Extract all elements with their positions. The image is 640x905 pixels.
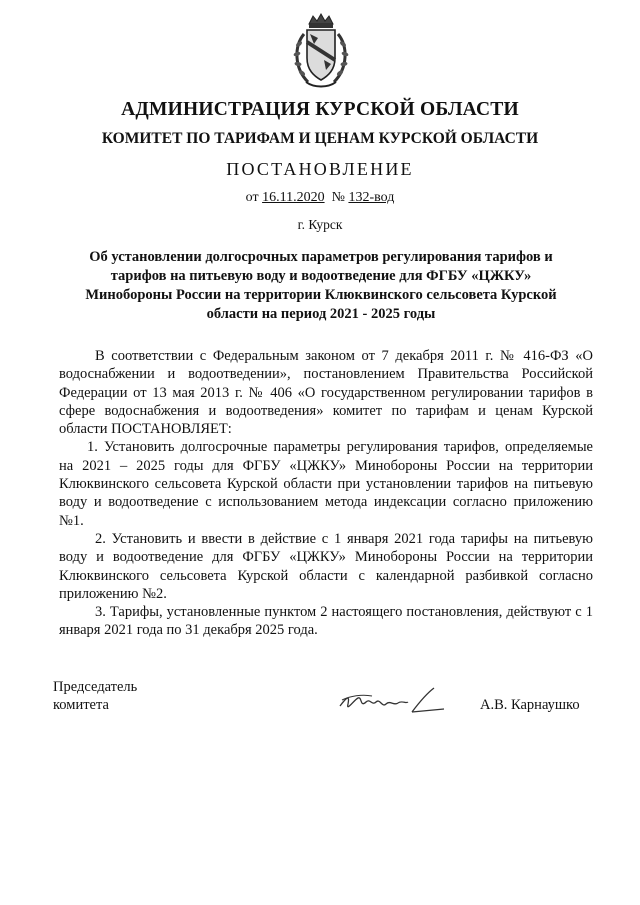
- signer-position-line-2: комитета: [53, 697, 109, 713]
- paragraph-item-2: 2. Установить и ввести в действие с 1 января 2021 года тарифы на питьевую воду и водоотведение для ФГБУ «ЦЖКУ» Минобороны России на территории Клюквинского сельсовета Курской области с календарной разбивкой согласно приложению №2.: [59, 530, 593, 602]
- signer-position-line-1: Председатель: [53, 679, 138, 695]
- committee-name: КОМИТЕТ ПО ТАРИФАМ И ЦЕНАМ КУРСКОЙ ОБЛАСТИ: [101, 130, 539, 147]
- paragraph-item-3: 3. Тарифы, установленные пунктом 2 настоящего постановления, действуют с 1 января 2021 года по 31 декабря 2025 года.: [59, 604, 593, 639]
- number-prefix: №: [331, 190, 345, 205]
- date-prefix: от: [245, 190, 259, 205]
- document-body: [59, 347, 593, 640]
- coat-of-arms-icon: [290, 12, 352, 90]
- document-type: ПОСТАНОВЛЕНИЕ: [226, 159, 414, 179]
- date-number-line: [0, 190, 640, 206]
- organization-name: АДМИНИСТРАЦИЯ КУРСКОЙ ОБЛАСТИ: [121, 99, 519, 120]
- paragraph-item-1: 1. Установить долгосрочные параметры регулирования тарифов, определяемые на 2021 – 2025 годы для ФГБУ «ЦЖКУ» Минобороны России на территории Клюквинского сельсовета Курской области при установлении тарифов на питьевую воду и водоотведение с использованием метода индексации согласно приложению №1.: [59, 439, 593, 529]
- document-title: Об установлении долгосрочных параметров регулирования тарифов и тарифов на питьевую воду и водоотведение для ФГБУ «ЦЖКУ» Минобороны России на территории Клюквинского сельсовета Курской области на период 2021 - 2025 годы: [85, 249, 557, 322]
- city: г. Курск: [297, 217, 343, 232]
- document-number: 132-вод: [348, 190, 395, 205]
- handwritten-signature-icon: [336, 684, 448, 718]
- paragraph-preamble: В соответствии с Федеральным законом от 7 декабря 2011 г. № 416-ФЗ «О водоснабжении и водоотведении», постановлением Правительства Российской Федерации от 13 мая 2013 г. № 406 «О государственном регулировании тарифов в сфере водоснабжения и водоотведения» комитет по тарифам и ценам Курской области ПОСТАНОВЛЯЕТ:: [59, 348, 593, 438]
- signer-name: А.В. Карнаушко: [480, 697, 580, 713]
- document-date: 16.11.2020: [262, 190, 325, 205]
- signer-position: [53, 678, 137, 714]
